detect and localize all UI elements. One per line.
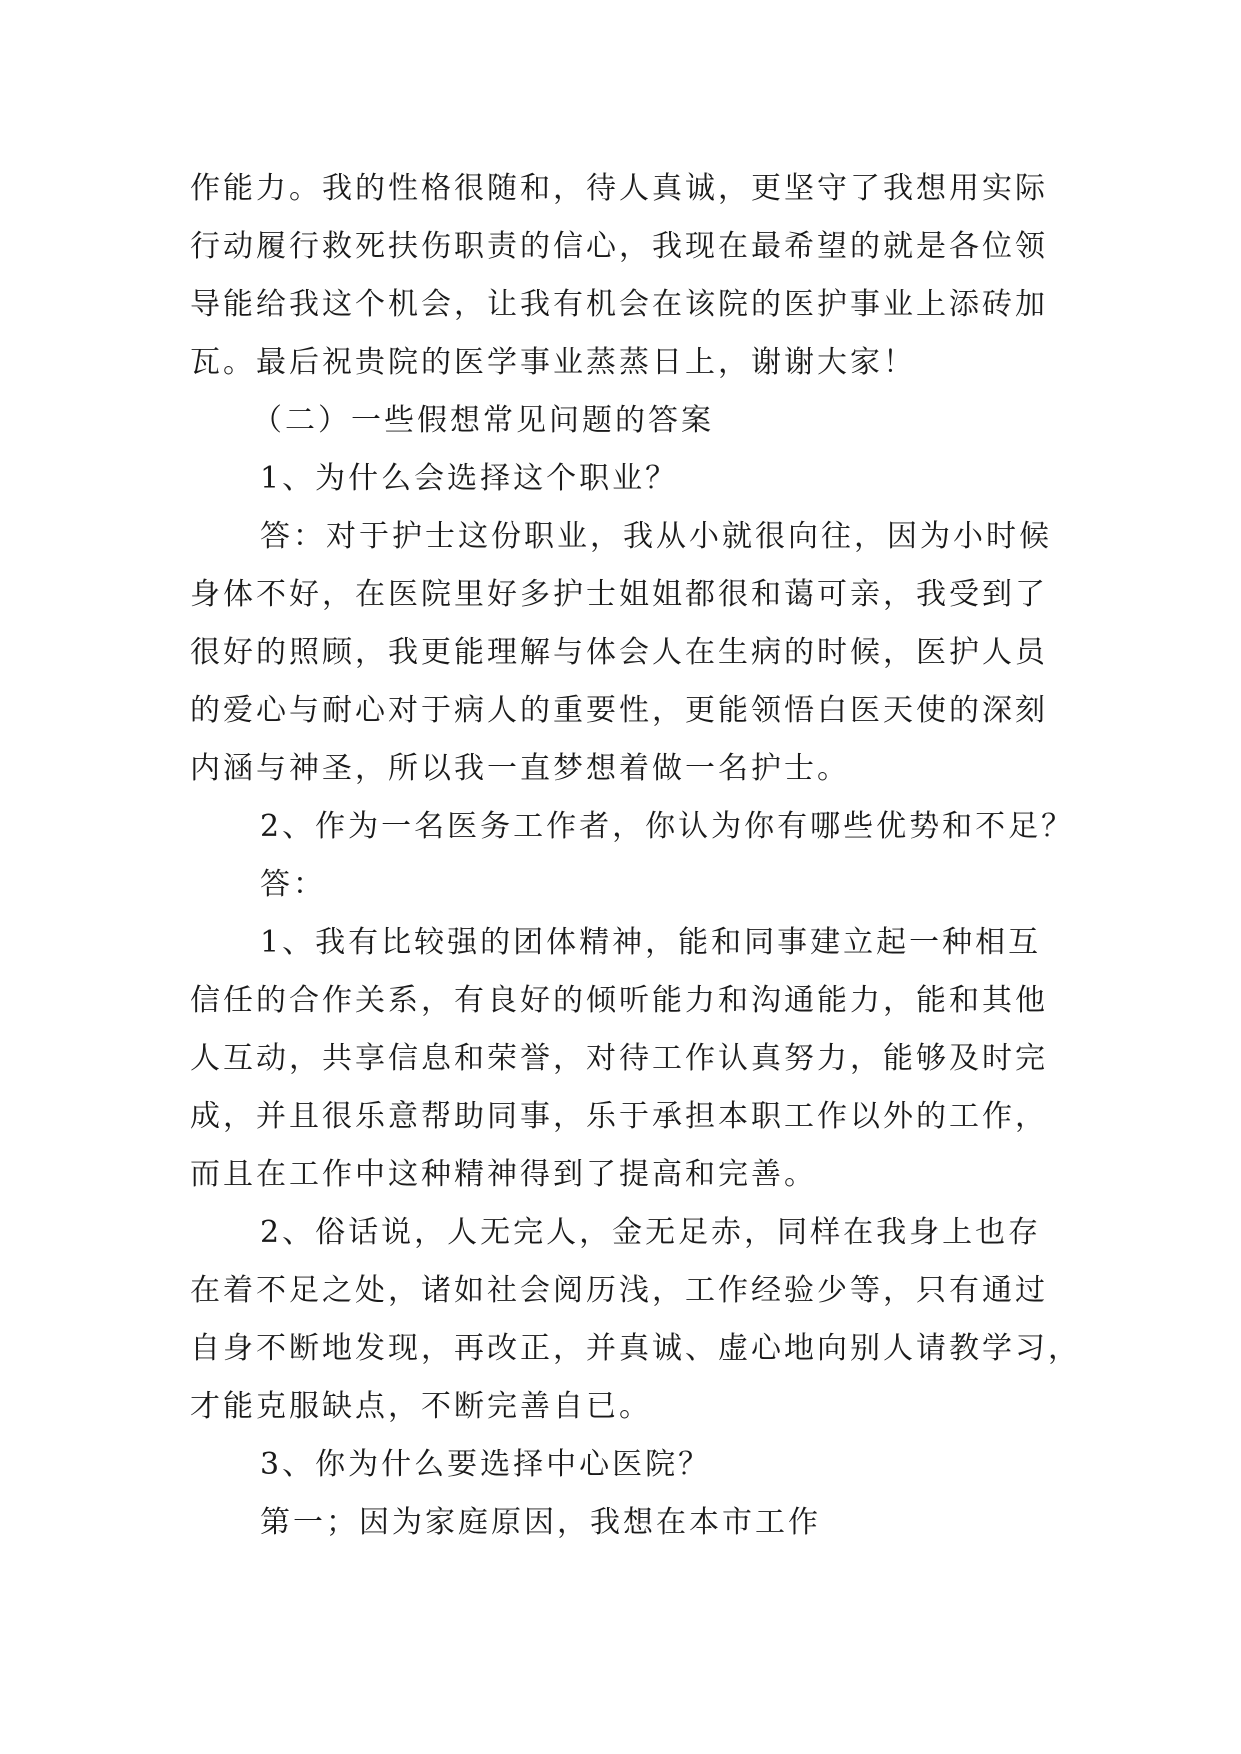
paragraph-line: 内涵与神圣，所以我一直梦想着做一名护士。 [190, 751, 850, 786]
section-heading: （二）一些假想常见问题的答案 [252, 403, 714, 438]
paragraph-line: 答：对于护士这份职业，我从小就很向往，因为小时候 [260, 519, 1052, 554]
question-heading: 1、为什么会选择这个职业？ [260, 461, 679, 496]
paragraph-line: 成，并且很乐意帮助同事，乐于承担本职工作以外的工作， [190, 1099, 1048, 1134]
paragraph-line: 信任的合作关系，有良好的倾听能力和沟通能力，能和其他 [190, 983, 1048, 1018]
paragraph-line: 1、我有比较强的团体精神，能和同事建立起一种相互 [260, 925, 1042, 960]
question-heading: 2、作为一名医务工作者，你认为你有哪些优势和不足？ [260, 809, 1075, 844]
paragraph-line: 而且在工作中这种精神得到了提高和完善。 [190, 1157, 817, 1192]
paragraph-line: 2、俗话说，人无完人，金无足赤，同样在我身上也存 [260, 1215, 1042, 1250]
paragraph-line: 才能克服缺点，不断完善自已。 [190, 1389, 652, 1424]
paragraph-line: 导能给我这个机会，让我有机会在该院的医护事业上添砖加 [190, 287, 1048, 322]
paragraph-line: 第一；因为家庭原因，我想在本市工作 [260, 1505, 821, 1540]
paragraph-line: 人互动，共享信息和荣誉，对待工作认真努力，能够及时完 [190, 1041, 1048, 1076]
paragraph-line: 自身不断地发现，再改正，并真诚、虚心地向别人请教学习， [190, 1331, 1081, 1366]
paragraph-line: 很好的照顾，我更能理解与体会人在生病的时候，医护人员 [190, 635, 1048, 670]
paragraph-line: 行动履行救死扶伤职责的信心，我现在最希望的就是各位领 [190, 229, 1048, 264]
question-heading: 3、你为什么要选择中心医院？ [260, 1447, 712, 1482]
document-body [190, 160, 1081, 1552]
answer-label: 答： [260, 867, 326, 902]
paragraph-line: 的爱心与耐心对于病人的重要性，更能领悟白医天使的深刻 [190, 693, 1048, 728]
paragraph-line: 瓦。最后祝贵院的医学事业蒸蒸日上，谢谢大家！ [190, 345, 916, 380]
paragraph-line: 作能力。我的性格很随和，待人真诚，更坚守了我想用实际 [190, 171, 1048, 206]
paragraph-line: 在着不足之处，诸如社会阅历浅，工作经验少等，只有通过 [190, 1273, 1048, 1308]
paragraph-line: 身体不好，在医院里好多护士姐姐都很和蔼可亲，我受到了 [190, 577, 1048, 612]
